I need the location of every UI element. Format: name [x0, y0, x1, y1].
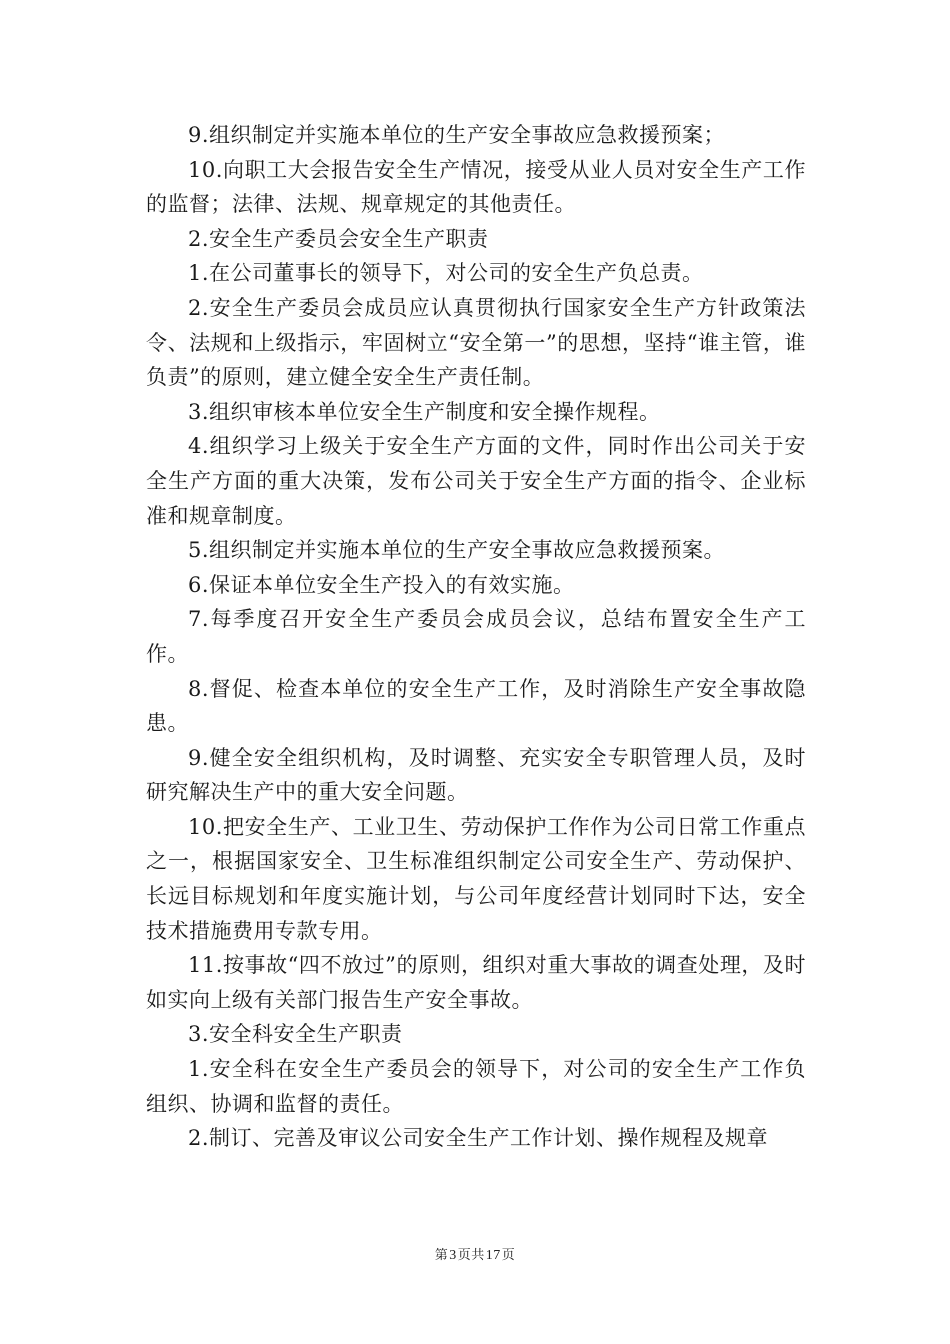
paragraph: 7.每季度召开安全生产委员会成员会议，总结布置安全生产工作。 — [146, 607, 806, 666]
page-footer — [0, 1244, 950, 1264]
footer-prefix: 第 — [434, 1248, 449, 1263]
paragraph: 10.向职工大会报告安全生产情况，接受从业人员对安全生产工作的监督；法律、法规、规章规定的其他责任。 — [146, 157, 806, 217]
paragraph: 9.组织制定并实施本单位的生产安全事故应急救援预案； — [188, 123, 726, 147]
section-heading: 2.安全生产委员会安全生产职责 — [188, 226, 489, 251]
document-body — [146, 118, 806, 1156]
paragraph: 8.督促、检查本单位的安全生产工作，及时消除生产安全事故隐患。 — [146, 676, 806, 736]
paragraph: 9.健全安全组织机构，及时调整、充实安全专职管理人员，及时研究解决生产中的重大安全问题。 — [146, 745, 806, 805]
paragraph: 2.制订、完善及审议公司安全生产工作计划、操作规程及规章 — [188, 1126, 769, 1151]
paragraph: 2.安全生产委员会成员应认真贯彻执行国家安全生产方针政策法令、法规和上级指示，牢固树立“安全第一”的思想，坚持“谁主管，谁负责”的原则，建立健全安全生产责任制。 — [146, 295, 806, 390]
current-page-number: 3 — [449, 1248, 457, 1263]
paragraph: 4.组织学习上级关于安全生产方面的文件，同时作出公司关于安全生产方面的重大决策，发布公司关于安全生产方面的指令、企业标准和规章制度。 — [146, 434, 806, 528]
paragraph: 3.组织审核本单位安全生产制度和安全操作规程。 — [188, 399, 661, 424]
footer-suffix: 页 — [501, 1248, 516, 1263]
footer-middle: 页共 — [457, 1248, 485, 1263]
paragraph: 1.安全科在安全生产委员会的领导下，对公司的安全生产工作负组织、协调和监督的责任。 — [146, 1057, 806, 1116]
paragraph: 10.把安全生产、工业卫生、劳动保护工作作为公司日常工作重点之一，根据国家安全、卫生标准组织制定公司安全生产、劳动保护、长远目标规划和年度实施计划，与公司年度经营计划同时下达，安全技术措施费用专款专用。 — [146, 814, 806, 943]
paragraph: 6.保证本单位安全生产投入的有效实施。 — [188, 572, 575, 597]
total-pages-number: 17 — [485, 1248, 501, 1263]
section-heading: 3.安全科安全生产职责 — [188, 1022, 403, 1047]
paragraph: 11.按事故“四不放过”的原则，组织对重大事故的调查处理，及时如实向上级有关部门报告生产安全事故。 — [146, 953, 806, 1012]
paragraph: 1.在公司董事长的领导下，对公司的安全生产负总责。 — [188, 261, 704, 286]
paragraph: 5.组织制定并实施本单位的生产安全事故应急救援预案。 — [188, 538, 726, 563]
